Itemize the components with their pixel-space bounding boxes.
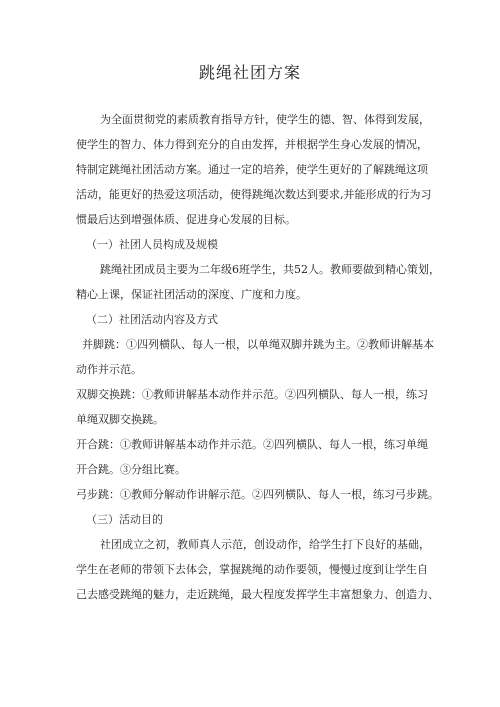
paragraph-line: 惯最后达到增强体质、促进身心发展的目标。	[76, 213, 296, 226]
paragraph-line: 跳绳社团成员主要为二年级6班学生，共52人。教师要做到精心策划，	[100, 263, 440, 276]
section-heading-3: （三）活动目的	[86, 513, 163, 526]
paragraph-line: 学生在老师的带领下去体会，掌握跳绳的动作要领，慢慢过度到让学生自	[76, 563, 428, 576]
paragraph-line: 弓步跳：①教师分解动作讲解示范。②四列横队、每人一根，练习弓步跳。	[76, 488, 439, 501]
paragraph-line: 特制定跳绳社团活动方案。通过一定的培养，使学生更好的了解跳绳这项	[76, 163, 428, 176]
paragraph-line: 动作并示范。	[76, 363, 142, 376]
paragraph-line: 己去感受跳绳的魅力，走近跳绳，最大程度发挥学生丰富想象力、创造力、	[76, 588, 439, 601]
paragraph-line: 单绳双脚交换跳。	[76, 413, 164, 426]
paragraph-line: 开合跳：①教师讲解基本动作并示范。②四列横队、每人一根，练习单绳	[76, 438, 428, 451]
section-heading-1: （一）社团人员构成及规模	[86, 238, 218, 251]
paragraph-line: 为全面贯彻党的素质教育指导方针，使学生的德、智、体得到发展，	[100, 113, 430, 126]
paragraph-line: 使学生的智力、体力得到充分的自由发挥，并根据学生身心发展的情况，	[76, 138, 428, 151]
paragraph-line: 并脚跳：①四列横队、每人一根，以单绳双脚并跳为主。②教师讲解基本	[82, 338, 434, 351]
paragraph-line: 精心上课，保证社团活动的深度、广度和力度。	[76, 288, 307, 301]
paragraph-line: 活动，能更好的热爱这项活动，使得跳绳次数达到要求,并能形成的行为习	[76, 188, 432, 201]
paragraph-line: 开合跳。③分组比赛。	[76, 463, 186, 476]
section-heading-2: （二）社团活动内容及方式	[86, 313, 218, 326]
document-title: 跳绳社团方案	[198, 63, 301, 82]
document-body	[76, 107, 438, 607]
paragraph-line: 社团成立之初，教师真人示范，创设动作，给学生打下良好的基础，	[100, 538, 430, 551]
paragraph-line: 双脚交换跳：①教师讲解基本动作并示范。②四列横队、每人一根，练习	[76, 388, 428, 401]
